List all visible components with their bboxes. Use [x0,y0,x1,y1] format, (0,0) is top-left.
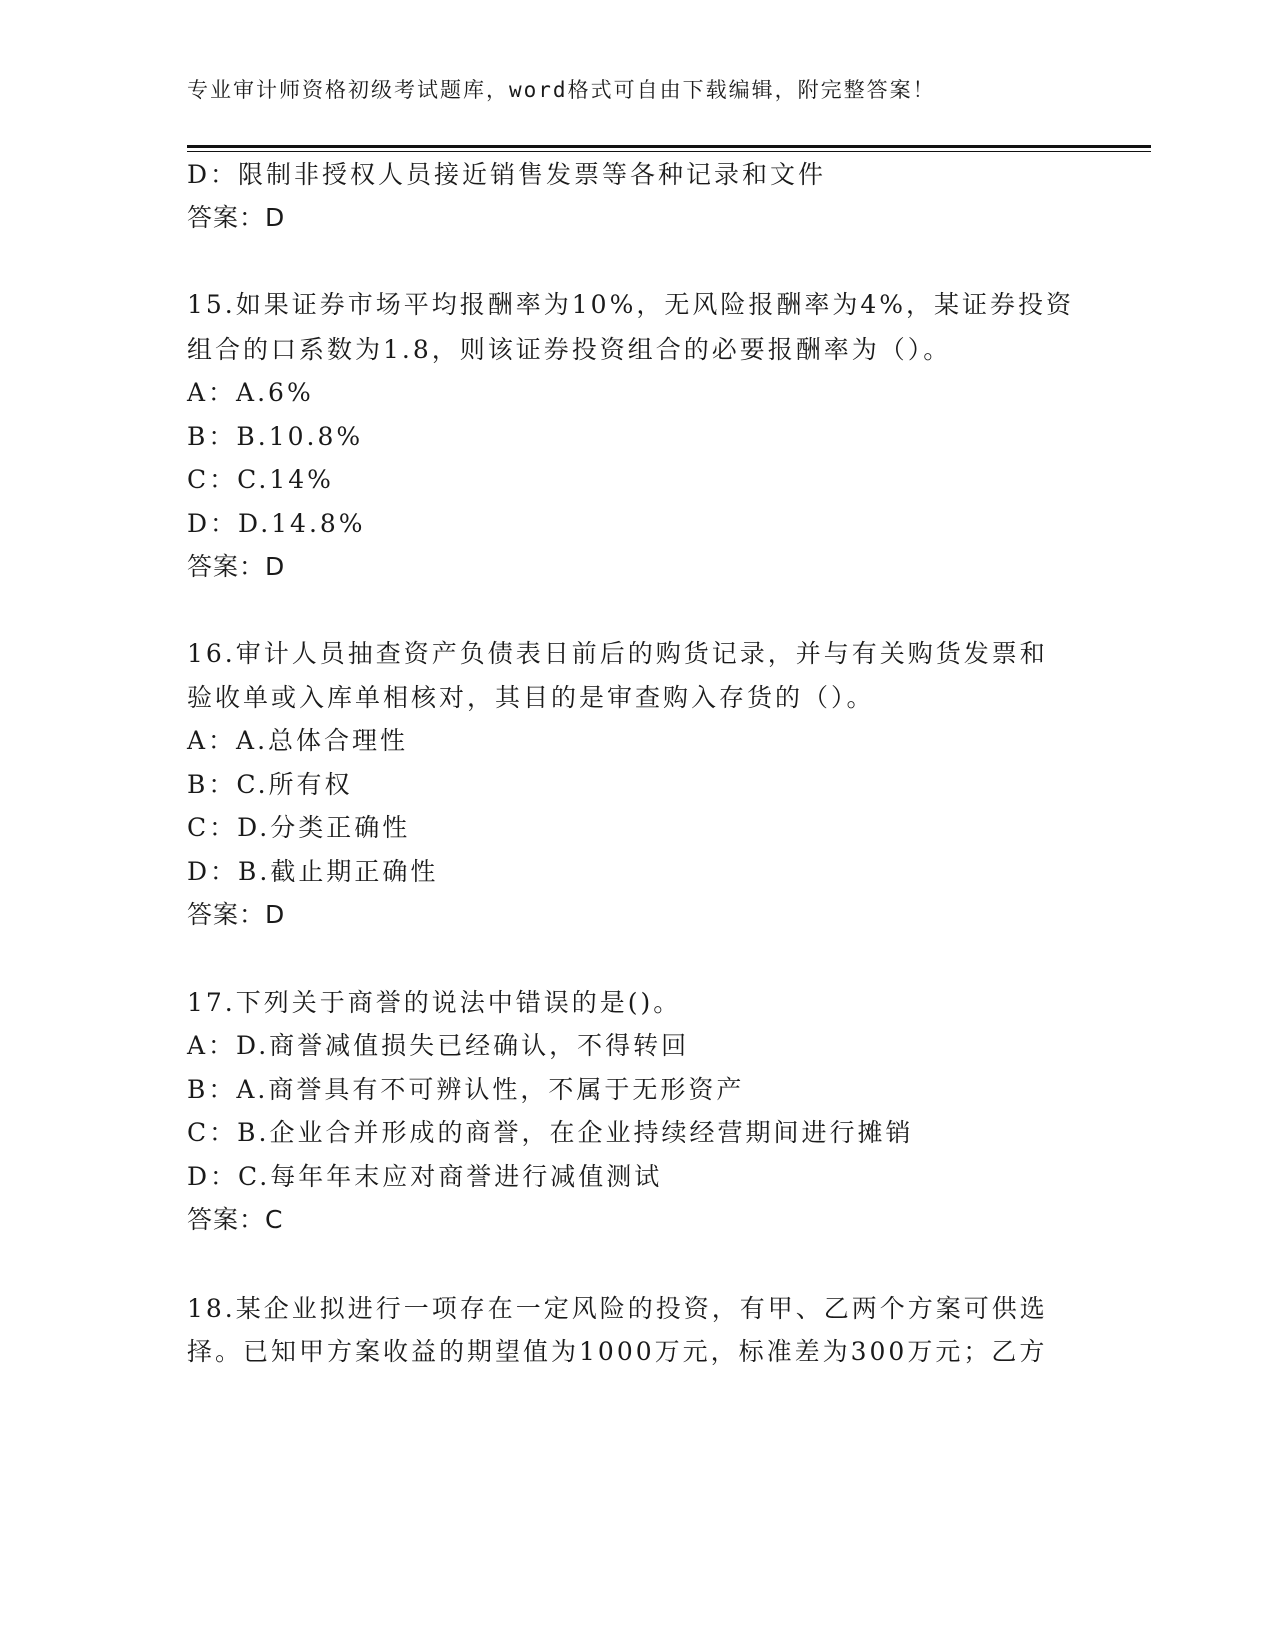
prev-option-d: D：限制非授权人员接近销售发票等各种记录和文件 [187,160,827,189]
page-header: 专业审计师资格初级考试题库，word格式可自由下载编辑，附完整答案！ [187,78,936,102]
q18-text-line-1: 18.某企业拟进行一项存在一定风险的投资，有甲、乙两个方案可供选 [187,1294,1048,1323]
q17-text-line-1: 17.下列关于商誉的说法中错误的是()。 [187,988,682,1017]
q15-text-line-2: 组合的口系数为1.8，则该证券投资组合的必要报酬率为（）。 [187,335,952,364]
q16-option-d: D：B.截止期正确性 [187,857,439,886]
q16-text-line-2: 验收单或入库单相核对，其目的是审查购入存货的（）。 [187,683,875,712]
header-divider-thick [187,145,1151,148]
q16-option-c: C：D.分类正确性 [187,813,411,842]
q15-text-line-1: 15.如果证券市场平均报酬率为10%，无风险报酬率为4%，某证券投资 [187,290,1074,319]
q17-answer: 答案：C [187,1205,284,1234]
q17-option-d: D：C.每年年末应对商誉进行减值测试 [187,1162,663,1191]
q18-text-line-2: 择。已知甲方案收益的期望值为1000万元，标准差为300万元；乙方 [187,1337,1048,1366]
q16-option-a: A：A.总体合理性 [187,726,409,755]
q16-option-b: B：C.所有权 [187,770,353,799]
header-divider-thin [187,151,1151,152]
q17-option-c: C：B.企业合并形成的商誉，在企业持续经营期间进行摊销 [187,1118,914,1147]
q15-option-c: C：C.14% [187,465,334,494]
q15-option-d: D：D.14.8% [187,509,366,538]
q15-option-a: A：A.6% [187,378,314,407]
q17-option-b: B：A.商誉具有不可辨认性，不属于无形资产 [187,1075,745,1104]
q16-text-line-1: 16.审计人员抽查资产负债表日前后的购货记录，并与有关购货发票和 [187,639,1048,668]
q15-answer: 答案：D [187,552,286,581]
q17-option-a: A：D.商誉减值损失已经确认，不得转回 [187,1031,690,1060]
q15-option-b: B：B.10.8% [187,422,364,451]
q16-answer: 答案：D [187,900,286,929]
prev-answer: 答案：D [187,203,286,232]
